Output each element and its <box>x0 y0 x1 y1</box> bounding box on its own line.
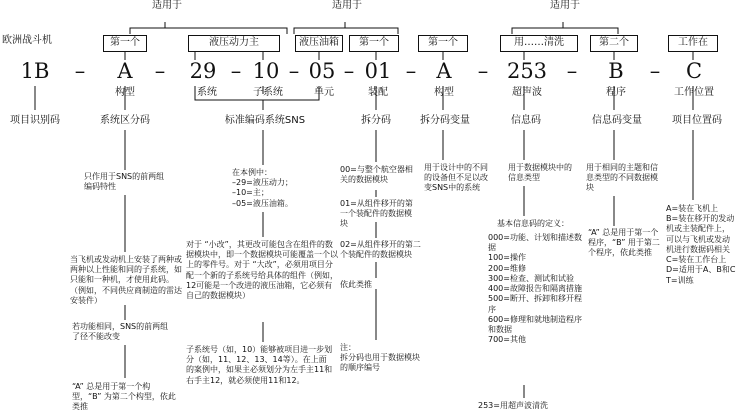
code-29: 29 <box>189 59 217 83</box>
code-dash: – <box>154 59 166 83</box>
sub-label-gouxing: 构型 <box>115 87 135 98</box>
code-01: 01 <box>364 59 392 83</box>
note-info-type: 用于数据模块中的信息类型 <box>508 163 572 183</box>
category-chaifenbianliang: 拆分码变量 <box>420 115 470 126</box>
sub-label-chaoshengbo: 超声波 <box>512 87 542 98</box>
note-disassembly-sequence: 注： 拆分码也用于数据模块的顺序编号 <box>340 343 420 373</box>
sub-label-xitong: 系统 <box>197 87 217 98</box>
header-box-4: 第一个 <box>349 35 399 52</box>
code-dash: – <box>74 59 86 83</box>
note-minor-major-change: 对于 “小改”，其更改可能包含在组件的数据模块中，即一个数据模块可能覆盖一个以上的零件号。对于 “大改”，必须用项目分配一个新的子系统号给具体的组件（例如，12可能是一个改进的液压油箱，它必须有自己的数据模块） <box>186 240 338 301</box>
note-same-topic: 用于相同的主题和信息类型的不同数据模块 <box>586 163 658 193</box>
code-dash: – <box>477 59 489 83</box>
sub-label-gongzuoweizhi: 工作位置 <box>674 87 714 98</box>
note-and-so-on: 依此类推 <box>340 280 372 289</box>
note-basic-info-def: 基本信息码的定义： <box>497 219 569 228</box>
group2-label: 适用于 <box>332 0 362 11</box>
header-box-6: 用……清洗 <box>500 35 578 52</box>
code-b: B <box>608 59 624 83</box>
category-xiangmu: 项目识别码 <box>10 115 60 126</box>
code-c: C <box>685 59 703 83</box>
code-dash: – <box>649 59 661 83</box>
note-config-variant: 用于设计中的不同的设备但不足以改变SNS中的系统 <box>424 163 488 193</box>
info-code-list: 000=功能、计划和描述数据 100=操作 200=维修 300=检查、测试和试验 400=故障报告和隔离措施 500=断开、拆卸和移开程序 600=修理和就地制造程序和数据 700=其他 <box>488 233 582 345</box>
group1-label: 适用于 <box>152 0 182 11</box>
category-biaozhun: 标准编码系统SNS <box>224 115 306 126</box>
note-same-function: 若功能相同，SNS的前两组了径不能改变 <box>72 322 169 342</box>
code-1b: 1B <box>20 59 50 83</box>
eurofighter-caption: 欧洲战斗机 <box>2 35 52 46</box>
code-05: 05 <box>308 59 336 83</box>
category-chaifen: 拆分码 <box>361 115 391 126</box>
note-multiple-subsystems: 当飞机或发动机上安装了两种或两种以上性能和同的子系统，如只能和一种机，才使用此码。（例如，不同供应商制造的雷达安装件） <box>70 255 182 305</box>
note-subsystem-division: 子系统号（如，10）能够被项目进一步划分（如，11、12、13、14等）。在上面的案例中，如果主必须划分为左手主11和右手主12，就必须使用11和12。 <box>186 345 333 385</box>
code-a2: A <box>436 59 452 83</box>
category-gongzuoweizhima: 项目位置码 <box>672 115 722 126</box>
category-xinxibianliang: 信息码变量 <box>592 115 642 126</box>
sub-label-danyuan: 单元 <box>314 87 334 98</box>
note-disassembly-01: 01=从组件移开的第一个装配件的数据模块 <box>340 199 413 229</box>
note-example: 在本例中： –29=液压动力； –10=主； –05=液压油箱。 <box>232 168 293 208</box>
note-a-first-config: “A” 总是用于第一个构型，“B” 为第二个构型，依此类推 <box>72 382 176 412</box>
sub-label-chengxu: 程序 <box>606 87 626 98</box>
header-box-7: 第二个 <box>590 35 638 52</box>
header-box-3: 液压油箱 <box>295 35 343 52</box>
sub-label-gouxing2: 构型 <box>434 87 454 98</box>
note-b-second-procedure: “A” 总是用于第一个程序，“B” 用于第二个程序，依此类推 <box>588 228 660 258</box>
note-work-location-codes: A=装在飞机上 B=装在移开的发动机或主装配件上，可以与飞机或发动机进行数据码相关 C=装在工作台上 D=适用于A、B和C T=训练 <box>666 204 736 285</box>
code-dash: – <box>288 59 300 83</box>
note-253-ultrasonic: 253=用超声波清洗 <box>478 401 548 410</box>
note-sns-first-two: 只作用于SNS的前两组编码特性 <box>84 172 165 192</box>
code-dash: – <box>343 59 355 83</box>
code-253: 253 <box>506 59 548 83</box>
category-xinxi: 信息码 <box>511 115 541 126</box>
note-disassembly-00: 00=与整个航空器相关的数据模块 <box>340 165 413 185</box>
header-box-1: 第一个 <box>103 35 147 52</box>
header-box-5: 第一个 <box>418 35 468 52</box>
header-box-2: 液压动力主 <box>188 35 280 52</box>
category-xitongqu: 系统区分码 <box>100 115 150 126</box>
sub-label-zixitong: 子系统 <box>253 87 283 98</box>
header-box-8: 工作在 <box>668 35 718 52</box>
code-a: A <box>117 59 133 83</box>
sub-label-zhuangpei: 装配 <box>368 87 388 98</box>
code-10: 10 <box>252 59 280 83</box>
group3-label: 适用于 <box>550 0 580 11</box>
code-dash: – <box>230 59 242 83</box>
code-dash: – <box>405 59 417 83</box>
code-dash: – <box>566 59 578 83</box>
note-disassembly-02: 02=从组件移开的第二个装配件的数据模块 <box>340 240 421 260</box>
